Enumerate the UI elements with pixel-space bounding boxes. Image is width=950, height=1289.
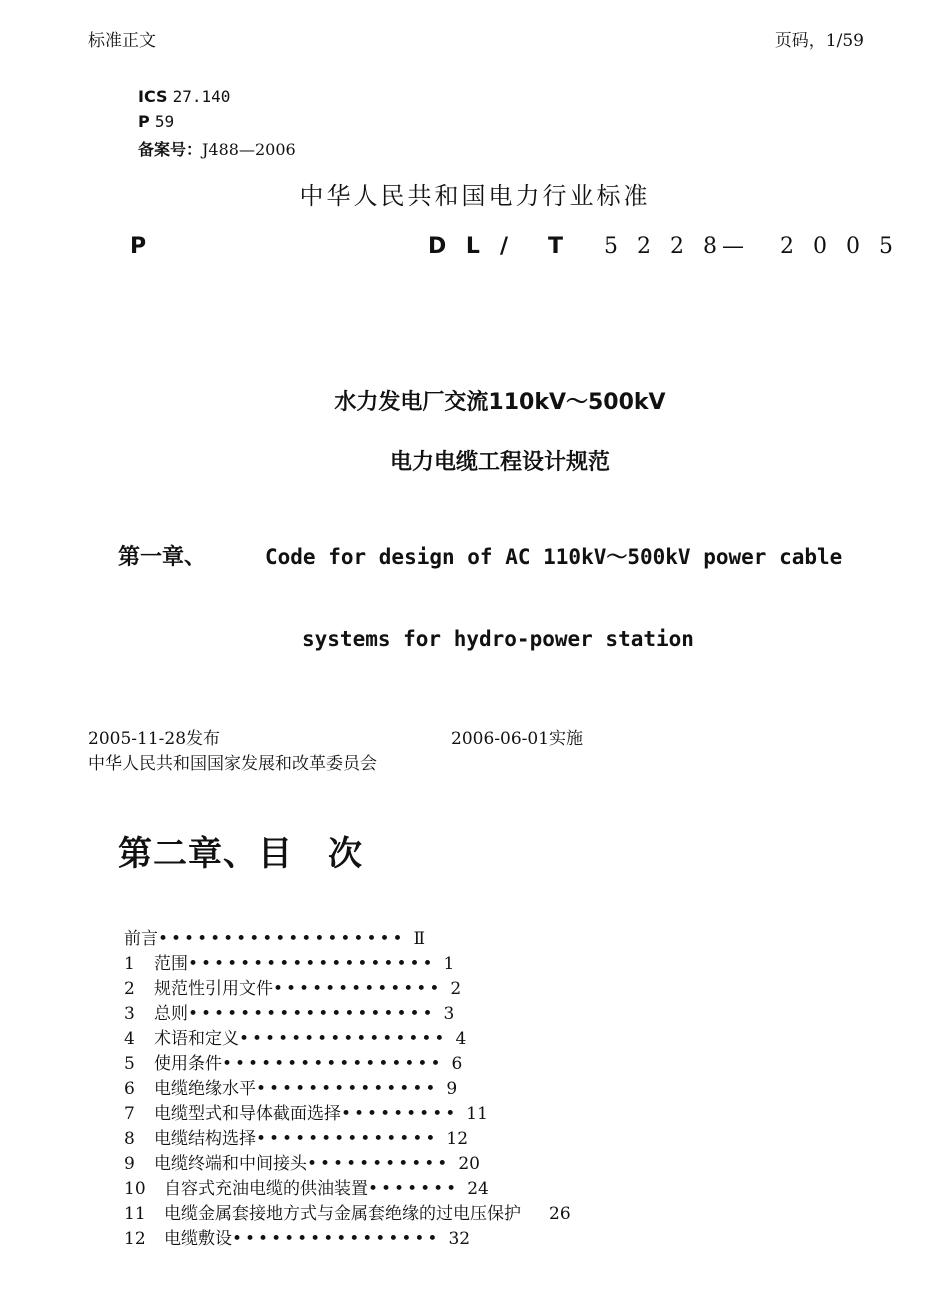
issued-date: 2005-11-28发布	[88, 729, 221, 749]
toc-item-title: 电缆金属套接地方式与金属套绝缘的过电压保护	[164, 1204, 521, 1224]
toc-item-title: 电缆敷设	[164, 1229, 232, 1249]
toc-item-dots: •••••••	[368, 1179, 460, 1199]
code-t: T	[548, 234, 564, 259]
toc-item[interactable]	[124, 1077, 571, 1102]
toc-item[interactable]	[124, 1127, 571, 1152]
toc-item-number: 7	[124, 1104, 135, 1124]
title-line-2: 电力电缆工程设计规范	[389, 450, 610, 475]
toc-item-dots: •••••••••	[341, 1104, 459, 1124]
toc-item-number: 6	[124, 1079, 135, 1099]
toc-item-title: 规范性引用文件	[154, 979, 273, 999]
toc-item-dots: ••••••••••••••	[256, 1079, 439, 1099]
toc-item[interactable]	[124, 1177, 571, 1202]
toc-item-number: 12	[124, 1229, 146, 1249]
toc-item-page: 3	[443, 1004, 455, 1024]
effective-date: 2006-06-01实施	[451, 729, 584, 749]
toc-item[interactable]	[124, 1102, 571, 1127]
toc-item-page: 6	[451, 1054, 463, 1074]
code-dl: D L	[428, 234, 486, 259]
toc-item-number: 9	[124, 1154, 135, 1174]
toc-item[interactable]	[124, 927, 571, 952]
english-title-line-1: Code for design of AC 110kV～500kV power cable	[265, 545, 843, 569]
toc-item-title: 使用条件	[154, 1054, 222, 1074]
toc-item-number: 3	[124, 1004, 135, 1024]
code-prefix: P	[130, 234, 147, 259]
toc-item-page: Ⅱ	[413, 929, 426, 949]
issuer: 中华人民共和国国家发展和改革委员会	[88, 754, 377, 774]
toc-item-page: 32	[448, 1229, 471, 1249]
code-slash: /	[500, 234, 509, 259]
toc-item-title: 电缆终端和中间接头	[154, 1154, 307, 1174]
toc-item-number: 5	[124, 1054, 135, 1074]
toc-item-number: 10	[124, 1179, 146, 1199]
toc-item[interactable]	[124, 1227, 571, 1252]
toc-item-page: 9	[446, 1079, 458, 1099]
toc-item-page: 12	[446, 1129, 469, 1149]
toc-item-dots: •••••••••••••••••••	[188, 1004, 436, 1024]
ics-value: 27.140	[172, 87, 231, 106]
toc-item[interactable]	[124, 1152, 571, 1177]
code-dash: —	[722, 234, 744, 259]
toc-item-dots: •••••••••••••	[273, 979, 443, 999]
toc-item-title: 电缆结构选择	[154, 1129, 256, 1149]
toc-item[interactable]	[124, 1202, 571, 1227]
toc-item-page: 2	[450, 979, 462, 999]
title-line-1: 水力发电厂交流110kV～500kV	[334, 390, 666, 415]
p-line	[138, 112, 174, 131]
record-label: 备案号：	[138, 140, 203, 159]
toc-item-title: 自容式充油电缆的供油装置	[164, 1179, 368, 1199]
toc-item-page: 26	[549, 1204, 571, 1224]
record-value: J488—2006	[202, 140, 296, 159]
ics-line	[138, 87, 230, 106]
toc-item-title: 前言	[124, 929, 158, 949]
toc-item-page: 1	[443, 954, 455, 974]
toc-item[interactable]	[124, 952, 571, 977]
toc-item-page: 4	[455, 1029, 467, 1049]
toc-item-title: 总则	[154, 1004, 188, 1024]
toc-item-number: 2	[124, 979, 135, 999]
toc-item-number: 1	[124, 954, 135, 974]
toc-heading: 第二章、目 次	[118, 834, 363, 874]
chapter-one-label: 第一章、	[118, 545, 207, 570]
toc-item[interactable]	[124, 1027, 571, 1052]
toc-list	[124, 927, 571, 1252]
toc-item-title: 电缆绝缘水平	[154, 1079, 256, 1099]
code-number: 5 2 2 8	[604, 234, 723, 259]
toc-item-dots: •••••••••••••••••	[222, 1054, 444, 1074]
toc-item-dots: •••••••••••	[307, 1154, 451, 1174]
toc-item-dots: ••••••••••••••••	[232, 1229, 441, 1249]
toc-item[interactable]	[124, 1002, 571, 1027]
toc-item[interactable]	[124, 1052, 571, 1077]
english-title-line-2: systems for hydro-power station	[302, 627, 694, 651]
toc-item-number: 4	[124, 1029, 135, 1049]
toc-item-title: 术语和定义	[154, 1029, 239, 1049]
toc-item-dots: ••••••••••••••	[256, 1129, 439, 1149]
toc-item[interactable]	[124, 977, 571, 1002]
toc-item-number: 8	[124, 1129, 135, 1149]
p-label: P	[138, 112, 150, 131]
page-number-label: 页码，1/59	[774, 31, 864, 51]
code-year: 2 0 0 5	[780, 234, 899, 259]
toc-item-page: 24	[467, 1179, 489, 1199]
header-left-label: 标准正文	[88, 31, 156, 51]
toc-item-dots: •••••••••••••••••••	[158, 929, 406, 949]
ics-label: ICS	[138, 87, 168, 106]
toc-item-title: 电缆型式和导体截面选择	[154, 1104, 341, 1124]
toc-item-dots: •••••••••••••••••••	[188, 954, 436, 974]
toc-item-page: 11	[466, 1104, 488, 1124]
toc-item-page: 20	[458, 1154, 480, 1174]
toc-item-dots: ••••••••••••••••	[239, 1029, 448, 1049]
toc-item-number: 11	[124, 1204, 146, 1224]
p-value: 59	[154, 112, 175, 131]
standard-title: 中华人民共和国电力行业标准	[299, 182, 651, 210]
record-line	[138, 137, 296, 160]
toc-item-title: 范围	[154, 954, 188, 974]
